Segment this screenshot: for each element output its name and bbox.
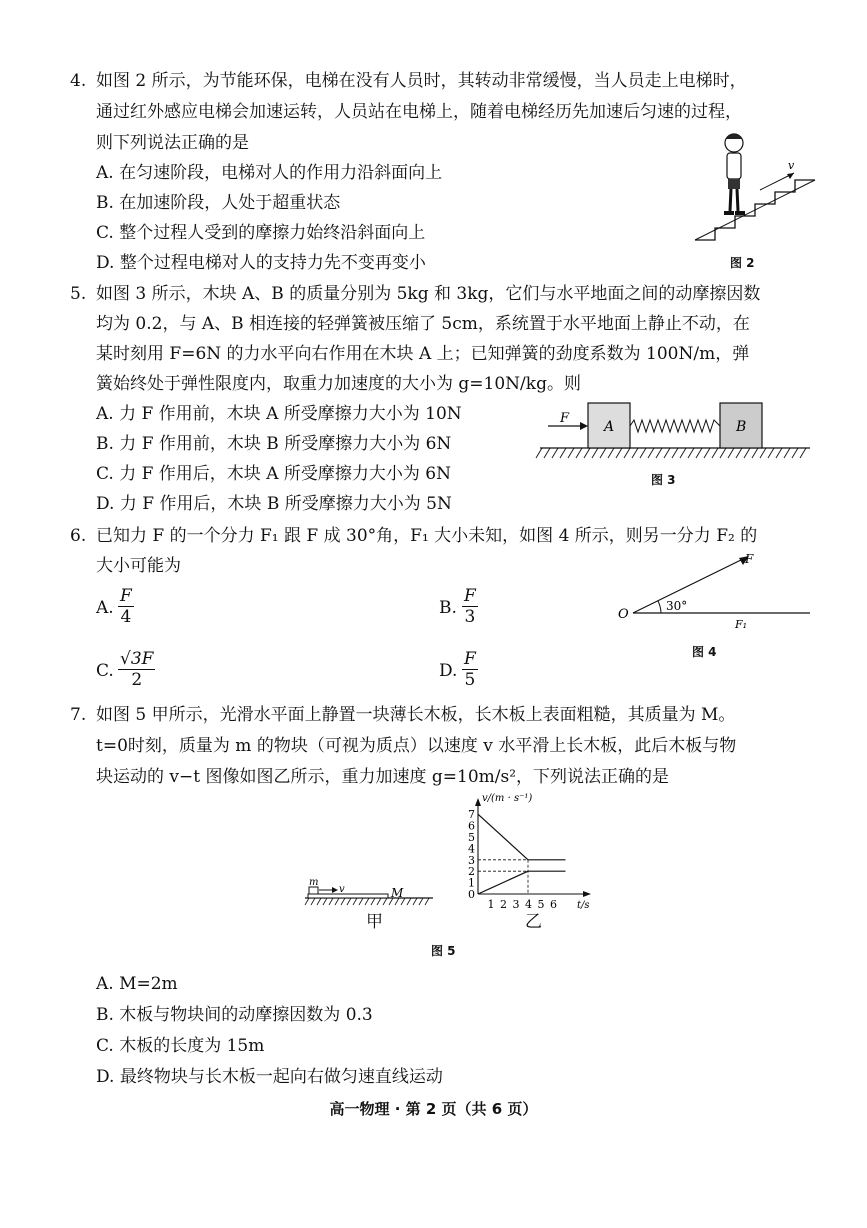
q7-stem-line-2: t=0时刻，质量为 m 的物块（可视为质点）以速度 v 水平滑上长木板，此后木板与物 — [96, 736, 737, 756]
q7-stem-line-1: 如图 5 甲所示，光滑水平面上静置一块薄长木板，长木板上表面粗糙，其质量为 M。 — [96, 705, 736, 725]
graph-y-axis-label: v/(m · s⁻¹) — [482, 793, 533, 804]
graph-y-tick-1: 1 — [468, 876, 475, 890]
graph-y-tick-6: 6 — [468, 819, 475, 833]
figure-5-jia-caption: 甲 — [366, 912, 383, 932]
q6-option-c-label: C. — [96, 661, 114, 681]
figure-5-M-label: M — [391, 886, 404, 900]
graph-x-tick-2: 2 — [500, 898, 507, 911]
q7-option-c: C. 木板的长度为 15m — [96, 1036, 265, 1056]
q5-option-b: B. 力 F 作用前，木块 B 所受摩擦力大小为 6N — [96, 434, 452, 454]
q6-option-d-denominator: 5 — [464, 670, 476, 690]
q6-option-c-denominator: 2 — [131, 670, 143, 690]
q6-option-a-label: A. — [96, 598, 114, 618]
figure-3-F-label: F — [560, 411, 570, 426]
q4-option-c: C. 整个过程人受到的摩擦力始终沿斜面向上 — [96, 223, 426, 243]
graph-x-tick-6: 6 — [550, 898, 557, 911]
q7-option-b: B. 木板与物块间的动摩擦因数为 0.3 — [96, 1005, 373, 1025]
q6-stem-line-1: 已知力 F 的一个分力 F₁ 跟 F 成 30°角，F₁ 大小未知，如图 4 所示，则另一分力 F₂ 的 — [96, 526, 758, 546]
q6-option-b-fraction — [462, 586, 478, 627]
q5-stem-line-2: 均为 0.2，与 A、B 相连接的轻弹簧被压缩了 5cm，系统置于水平地面上静止不动，在 — [96, 314, 750, 334]
q6-option-d-numerator: F — [464, 649, 476, 669]
figure-5-caption: 图 5 — [431, 944, 456, 958]
graph-x-tick-1: 1 — [487, 898, 495, 911]
graph-series-1 — [478, 871, 528, 894]
q4-stem-line-2: 通过红外感应电梯会加速运转，人员站在电梯上，随着电梯经历先加速后匀速的过程， — [96, 102, 742, 122]
q4-stem-line-1: 如图 2 所示，为节能环保，电梯在没有人员时，其转动非常缓慢，当人员走上电梯时， — [96, 71, 747, 91]
figure-4-force-decomposition — [615, 550, 815, 635]
figure-2-v-label: v — [788, 159, 795, 172]
q6-option-b-denominator: 3 — [464, 607, 476, 627]
graph-y-tick-0: 0 — [468, 888, 475, 901]
graph-y-tick-7: 7 — [468, 808, 475, 822]
q5-option-a: A. 力 F 作用前，木块 A 所受摩擦力大小为 10N — [96, 404, 462, 424]
figure-5-jia-board — [305, 878, 435, 908]
q6-option-a-numerator: F — [120, 586, 132, 606]
q4-option-d: D. 整个过程电梯对人的支持力先不变再变小 — [96, 253, 426, 273]
page-footer: 高一物理 · 第 2 页（共 6 页） — [329, 1100, 538, 1118]
q6-stem-line-2: 大小可能为 — [96, 556, 181, 576]
figure-3-blocks-spring — [540, 400, 810, 465]
q5-option-c: C. 力 F 作用后，木块 A 所受摩擦力大小为 6N — [96, 464, 451, 484]
q6-number: 6. — [70, 526, 87, 546]
graph-y-tick-3: 3 — [468, 853, 475, 867]
q5-option-d: D. 力 F 作用后，木块 B 所受摩擦力大小为 5N — [96, 494, 452, 514]
q6-option-c-numerator: √3F — [120, 649, 154, 669]
figure-5-m-label: m — [309, 877, 319, 888]
graph-x-tick-4: 4 — [525, 898, 532, 911]
figure-5-yi-caption: 乙 — [525, 912, 542, 932]
figure-3-B-label: B — [736, 419, 747, 435]
figure-3-A-label: A — [604, 419, 615, 435]
figure-2-caption: 图 2 — [730, 256, 755, 270]
graph-y-tick-5: 5 — [468, 831, 475, 844]
figure-4-F-label: F — [745, 552, 754, 566]
figure-4-O-label: O — [618, 607, 629, 622]
q5-stem-line-3: 某时刻用 F=6N 的力水平向右作用在木块 A 上；已知弹簧的劲度系数为 100N/m，弹 — [96, 344, 750, 364]
q4-stem-line-3: 则下列说法正确的是 — [96, 133, 249, 153]
figure-5-v-label: v — [339, 884, 345, 895]
q6-option-d-fraction — [462, 649, 478, 690]
q5-number: 5. — [70, 284, 87, 304]
q6-option-c-fraction — [118, 649, 155, 690]
q6-option-b-label: B. — [439, 598, 457, 618]
q4-option-a: A. 在匀速阶段，电梯对人的作用力沿斜面向上 — [96, 163, 443, 183]
q7-number: 7. — [70, 705, 87, 725]
q5-stem-line-4: 簧始终处于弹性限度内，取重力加速度的大小为 g=10N/kg。则 — [96, 374, 581, 394]
graph-x-tick-3: 3 — [512, 898, 520, 911]
q5-stem-line-1: 如图 3 所示，木块 A、B 的质量分别为 5kg 和 3kg，它们与水平地面之间的动摩擦因数 — [96, 284, 761, 304]
q7-option-a: A. M=2m — [96, 974, 178, 994]
q7-option-d: D. 最终物块与长木板一起向右做匀速直线运动 — [96, 1067, 443, 1087]
figure-4-caption: 图 4 — [692, 645, 717, 659]
q4-number: 4. — [70, 71, 87, 91]
graph-series-0 — [478, 814, 566, 860]
figure-4-F1-label: F₁ — [735, 618, 748, 631]
q7-stem-line-3: 块运动的 v−t 图像如图乙所示，重力加速度 g=10m/s²，下列说法正确的是 — [96, 767, 670, 787]
q6-option-a-fraction — [118, 586, 134, 627]
q6-option-b-numerator: F — [464, 586, 476, 606]
graph-y-tick-2: 2 — [468, 865, 475, 879]
graph-x-axis-label: t/s — [577, 900, 590, 911]
figure-5-vt-graph — [460, 790, 610, 915]
graph-x-tick-5: 5 — [537, 898, 545, 911]
q6-option-d-label: D. — [439, 661, 458, 681]
graph-y-tick-4: 4 — [468, 842, 475, 856]
figure-4-angle-label: 30° — [666, 599, 688, 613]
figure-2-escalator — [690, 125, 840, 245]
figure-3-caption: 图 3 — [651, 473, 676, 487]
q6-option-a-denominator: 4 — [120, 607, 132, 627]
q4-option-b: B. 在加速阶段，人处于超重状态 — [96, 193, 341, 213]
